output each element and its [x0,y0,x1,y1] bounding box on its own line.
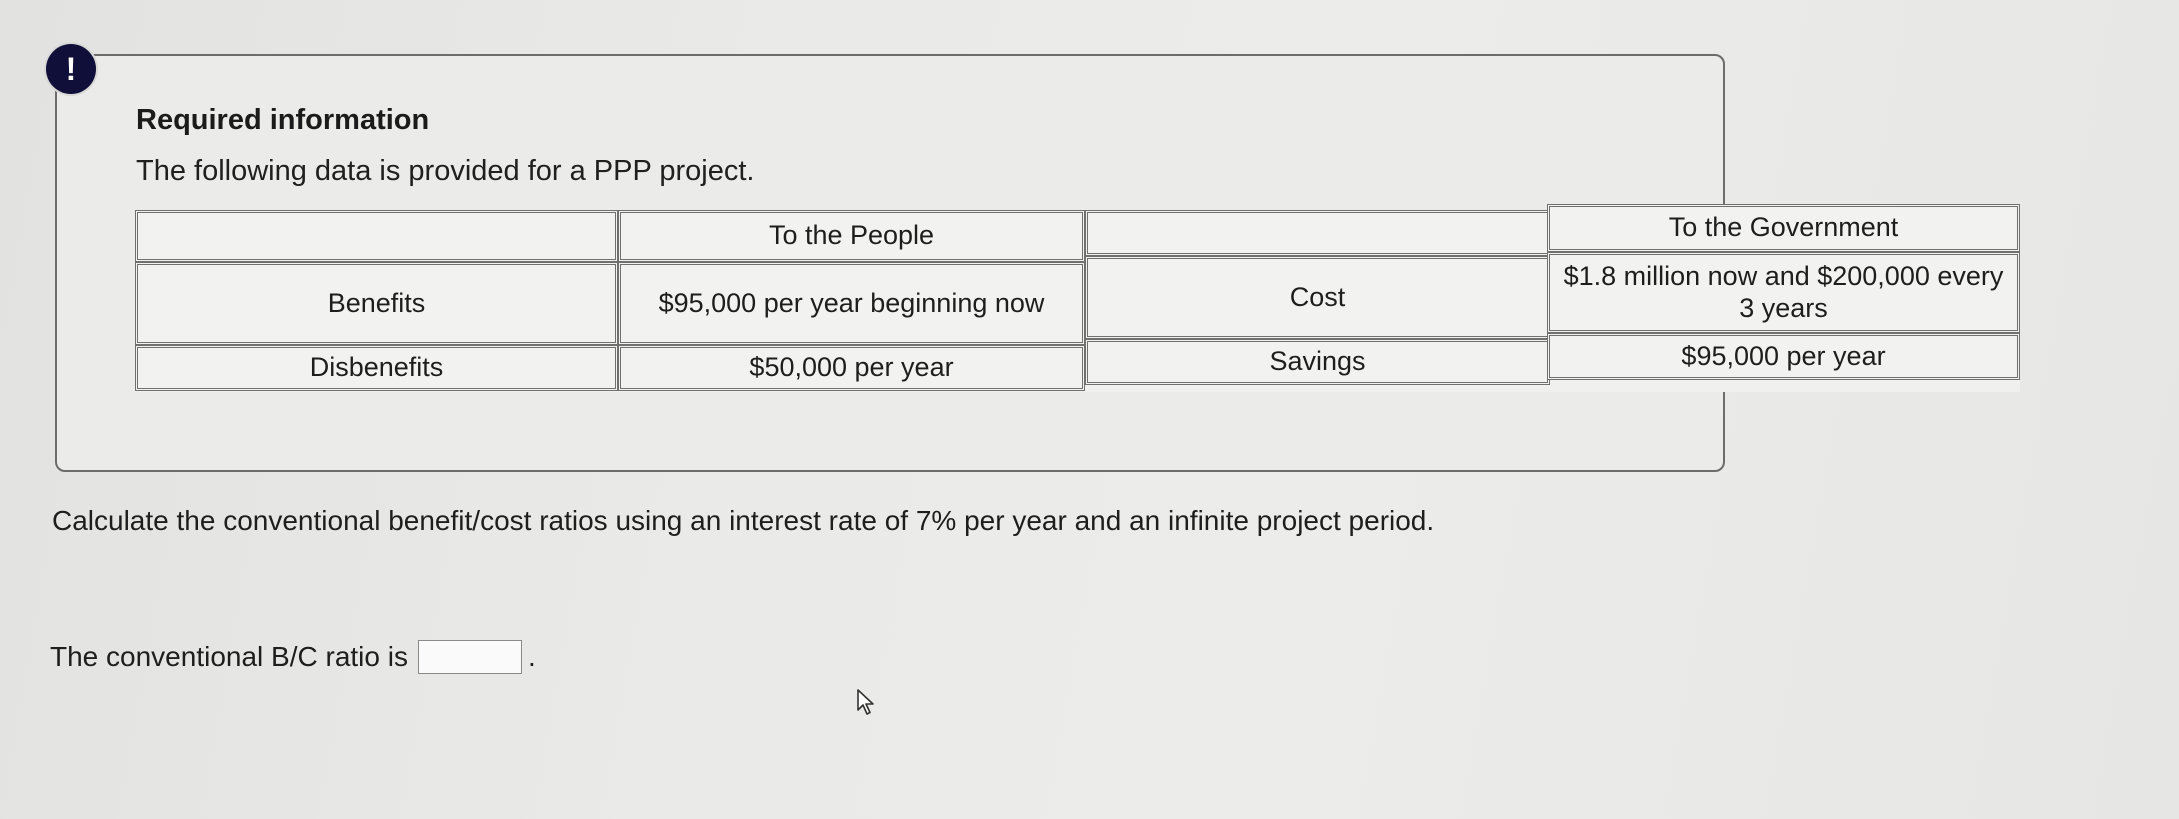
answer-label: The conventional B/C ratio is [50,641,408,672]
panel-title: Required information [136,104,430,136]
table-cell-r0-c2 [1085,210,1550,256]
table-cell-benefits: Benefits [135,262,618,345]
mouse-pointer-icon [856,688,878,716]
panel-intro-text: The following data is provided for a PPP project. [136,155,755,187]
table-cell-people-disbenefits-value: $50,000 per year [618,345,1085,391]
question-text: Calculate the conventional benefit/cost ratios using an interest rate of 7% per year and an infinite project period. [52,505,1435,536]
alert-icon: ! [46,44,96,94]
table-cell-people-benefits-value: $95,000 per year beginning now [618,262,1085,345]
table-cell-government-savings-value: $95,000 per year [1547,333,2020,380]
table-cell-r0-c0 [135,210,618,262]
table-header-to-the-government: To the Government [1547,204,2020,252]
table-cell-disbenefits: Disbenefits [135,345,618,391]
table-header-to-the-people: To the People [618,210,1085,262]
table-cell-savings: Savings [1085,339,1550,385]
table-cell-cost: Cost [1085,256,1550,339]
bc-ratio-input[interactable] [418,640,522,674]
answer-suffix: . [527,641,536,672]
table-cell-government-cost-value: $1.8 million now and $200,000 every 3 years [1547,252,2020,333]
ppp-data-table [135,210,2020,392]
answer-row [50,640,536,674]
